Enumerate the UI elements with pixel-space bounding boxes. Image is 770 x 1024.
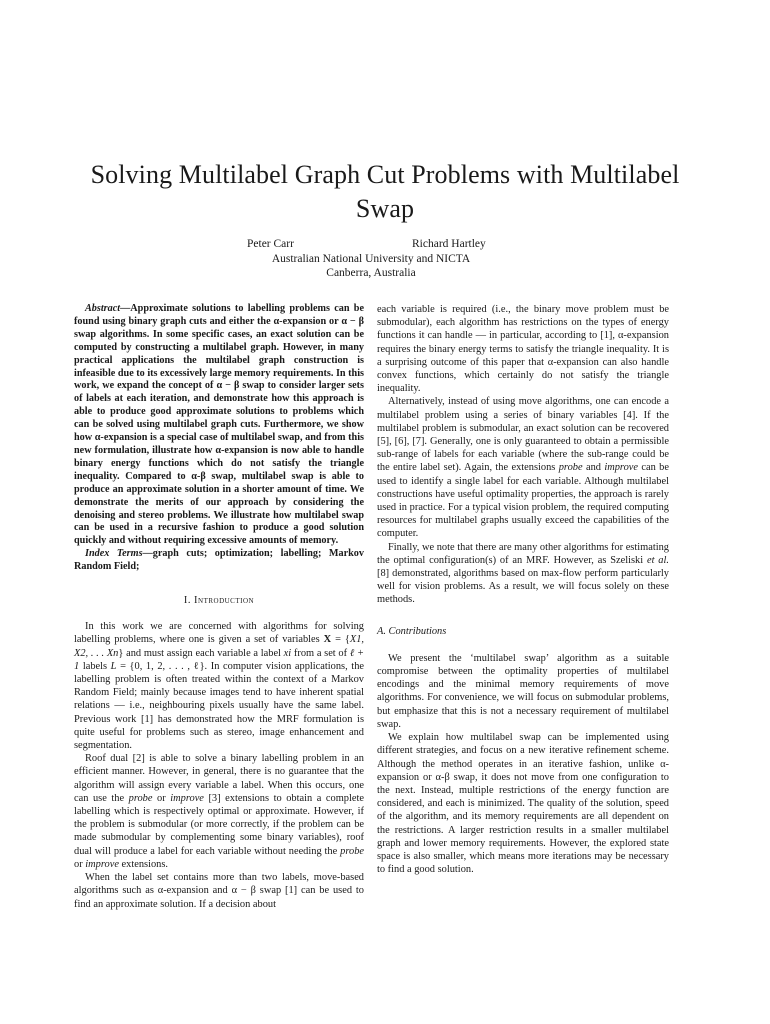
index-terms-heading: Index Terms xyxy=(85,548,143,560)
paragraph: each variable is required (i.e., the binary move problem must be submodular), each algorithm has restrictions on the types of energy functions it can handle — in particular, according to [1], α-expansion requires the binary energy terms to satisfy the triangle inequality. It is a surprising outcome of this paper that α-expansion can also handle convex functions, which certainly do not satisfy the triangle inequality. xyxy=(377,304,669,395)
abstract xyxy=(74,303,364,548)
paragraph: We explain how multilabel swap can be implemented using different strategies, and focus on a new iterative refinement scheme. Although the method operates in an iterative fashion, unlike α-expansion or α-β swap, it does not move from one configuration to the next. Instead, multiple restrictions of the energy function are considered, and each is minimized. The quality of the solution, speed of the algorithm, and its memory requirements are all dependent on the restrictions. A larger restriction results in a smaller multilabel graph and lower memory requirements. However, the explored state space is also smaller, which means more iterations may be necessary to find a good solution. xyxy=(377,732,669,876)
author-name: Richard Hartley xyxy=(412,238,486,250)
left-column xyxy=(74,303,364,911)
abstract-text: —Approximate solutions to labelling problems can be found using binary graph cuts and either the α-expansion or α − β swap algorithms. In some specific cases, an exact solution can be computed by constructing a multilabel graph. However, in many practical applications the multilabel graph construction is infeasible due to its excessively large memory requirements. In this work, we expand the concept of α − β swap to consider larger sets of labels at each iteration, and demonstrate how this approach is able to produce good approximate solutions to problems which can be solved using multilabel graph cuts. Furthermore, we show how α-expansion is a special case of multilabel swap, and from this new formulation, illustrate how α-expansion is now able to handle binary energy functions which do not satisfy the triangle inequality. Compared to α-β swap, multilabel swap is able to produce an approximate solution in a shorter amount of time. We demonstrate the merits of our approach by considering the denoising and stereo problems. We illustrate how multilabel swap can be used in a recursive fashion to produce a good solution quickly and without requiring excessive amounts of memory. xyxy=(74,303,364,547)
abstract-heading: Abstract xyxy=(85,303,121,314)
affiliation: Australian National University and NICTA xyxy=(271,253,471,265)
paragraph: Finally, we note that there are many other algorithms for estimating the optimal configuration(s) of an MRF. However, as Szeliski et al. [8] demonstrated, algorithms based on max-flow perform particularly well for vision problems. As a result, we will focus solely on these methods. xyxy=(377,541,669,606)
subsection-heading: A. Contributions xyxy=(377,625,447,637)
location: Canberra, Australia xyxy=(326,267,416,279)
index-terms-text: —graph cuts; optimization; labelling; Markov Random Field; xyxy=(74,548,364,573)
author-name: Peter Carr xyxy=(247,238,294,250)
paper-title: Solving Multilabel Graph Cut Problems with Multilabel Swap xyxy=(90,160,680,223)
right-column xyxy=(377,303,669,876)
paragraph: When the label set contains more than two labels, move-based algorithms such as α-expansion and α − β swap [1] can be used to find an approximate solution. If a decision about xyxy=(74,872,364,910)
paragraph: Roof dual [2] is able to solve a binary labelling problem in an efficient manner. However, in general, there is no guarantee that the algorithm will assign every variable a label. When this occurs, one can use the probe or improve [3] extensions to obtain a complete labelling which is respectively optimal or approximate. However, if the problem is submodular (or more correctly, if the problem can be made submodular by complementing some binary variables), roof dual will produce a label for each variable without needing the probe or improve extensions. xyxy=(74,753,364,870)
paragraph: We present the ‘multilabel swap’ algorithm as a suitable compromise between the optimality properties of multilabel encodings and the minimal memory requirements of move algorithms. For convenience, we will focus on submodular problems, but emphasize that this is not a necessary requirement of multilabel swap. xyxy=(377,652,669,730)
section-heading: I. Introduction xyxy=(183,595,255,607)
paragraph: In this work we are concerned with algorithms for solving labelling problems, where one is given a set of variables X = {X1, X2, . . . Xn} and must assign each variable a label xi from a set of ℓ + 1 labels L = {0, 1, 2, . . . , ℓ}. In computer vision applications, the labelling problem is often treated within the context of a Markov Random Field; mainly because images tend to have inherent spatial relations — i.e., neighbouring pixels usually have the same label. Previous work [1] has demonstrated how the MRF formulation is quite useful for problems such as stereo, image enhancement and segmentation. xyxy=(74,621,365,752)
paragraph: Alternatively, instead of using move algorithms, one can encode a multilabel problem using a series of binary variables [4]. If the multilabel problem is submodular, an exact solution can be recovered [5], [6], [7]. Generally, one is only guaranteed to obtain a permissible sub-range of labels for each variable (where the sub-range could be the entire label set). Again, the extensions probe and improve can be used to identify a single label for each variable. Although multilabel constructions have useful optimality properties, the approach is rarely used in practice. For a typical vision problem, the required computing resources for multilabel graphs usually exceed the capabilities of the computer. xyxy=(377,396,669,540)
index-terms xyxy=(74,548,364,574)
